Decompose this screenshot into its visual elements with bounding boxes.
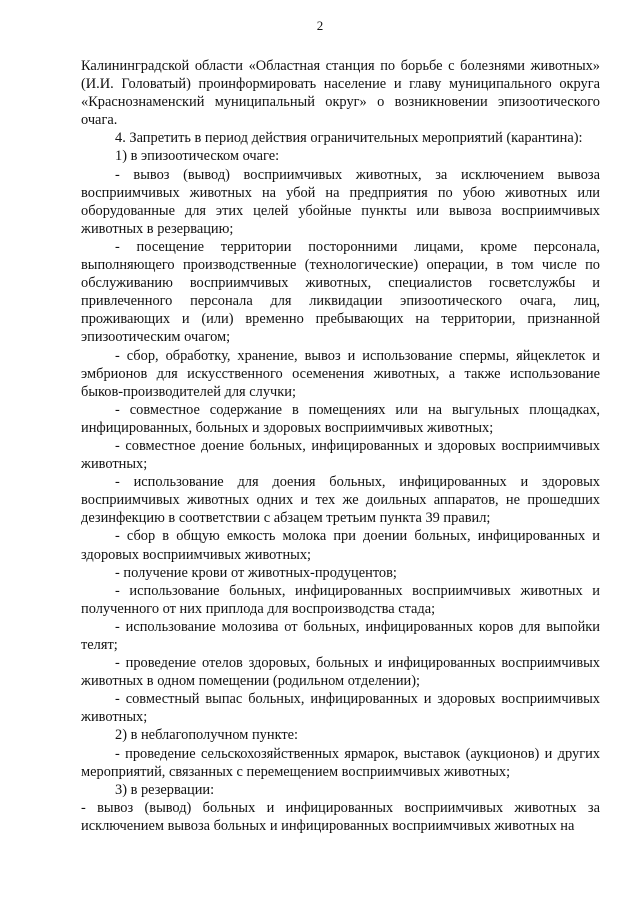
list-item: - получение крови от животных-продуцентов; — [115, 564, 397, 581]
page-number: 2 — [316, 18, 324, 33]
list-item: - посещение территории посторонними лицами, кроме персонала, выполняющего производственные (технологические) операции, в том числе по обслуживанию восприимчивых животных, специалистов госветслужбы и привлеченного персонала для ликвидации эпизоотического очага, лиц, проживающих и (или) временно пребывающих на территории, признанной эпизоотическим очагом; — [81, 238, 600, 346]
subheading-reservation: 3) в резервации: — [115, 781, 215, 798]
paragraph-item-4: 4. Запретить в период действия ограничительных мероприятий (карантина): — [115, 130, 583, 147]
subheading-episootic-focus: 1) в эпизоотическом очаге: — [115, 148, 280, 165]
list-item: - сбор в общую емкость молока при доении больных, инфицированных и здоровых восприимчивых животных; — [81, 528, 600, 563]
list-item: - использование больных, инфицированных восприимчивых животных и полученного от них приплода для воспроизводства стада; — [81, 582, 600, 617]
list-item: - использование молозива от больных, инфицированных коров для выпойки телят; — [81, 618, 600, 653]
list-item: - проведение отелов здоровых, больных и инфицированных восприимчивых животных в одном помещении (родильном отделении); — [81, 655, 600, 690]
list-item: - совместное содержание в помещениях или на выгульных площадках, инфицированных, больных и здоровых восприимчивых животных; — [81, 401, 600, 436]
list-item: - вывоз (вывод) больных и инфицированных восприимчивых животных за исключением вывоза больных и инфицированных восприимчивых животных на — [81, 799, 600, 834]
list-item: - сбор, обработку, хранение, вывоз и использование спермы, яйцеклеток и эмбрионов для искусственного осеменения животных, а также использование быков-производителей для случки; — [81, 347, 600, 400]
list-item: - использование для доения больных, инфицированных и здоровых восприимчивых животных одних и тех же доильных аппаратов, не прошедших дезинфекцию в соответствии с абзацем третьим пункта 39 правил; — [81, 474, 600, 527]
list-item: - вывоз (вывод) восприимчивых животных, за исключением вывоза восприимчивых животных на убой на предприятия по убою животных или оборудованные для этих целей убойные пункты или вывоза восприимчивых животных в резервацию; — [81, 166, 600, 237]
list-item: - проведение сельскохозяйственных ярмарок, выставок (аукционов) и других мероприятий, связанных с перемещением восприимчивых животных; — [81, 745, 600, 780]
list-item: - совместный выпас больных, инфицированных и здоровых восприимчивых животных; — [81, 691, 600, 726]
paragraph-continuation: Калининградской области «Областная станция по борьбе с болезнями животных» (И.И. Головатый) проинформировать население и главу муниципального округа «Краснознаменский муниципальный округ» о возникновении эпизоотического очага. — [81, 58, 600, 129]
list-item: - совместное доение больных, инфицированных и здоровых восприимчивых животных; — [81, 437, 600, 473]
subheading-unfavorable-point: 2) в неблагополучном пункте: — [115, 727, 299, 744]
document-body — [81, 57, 600, 835]
